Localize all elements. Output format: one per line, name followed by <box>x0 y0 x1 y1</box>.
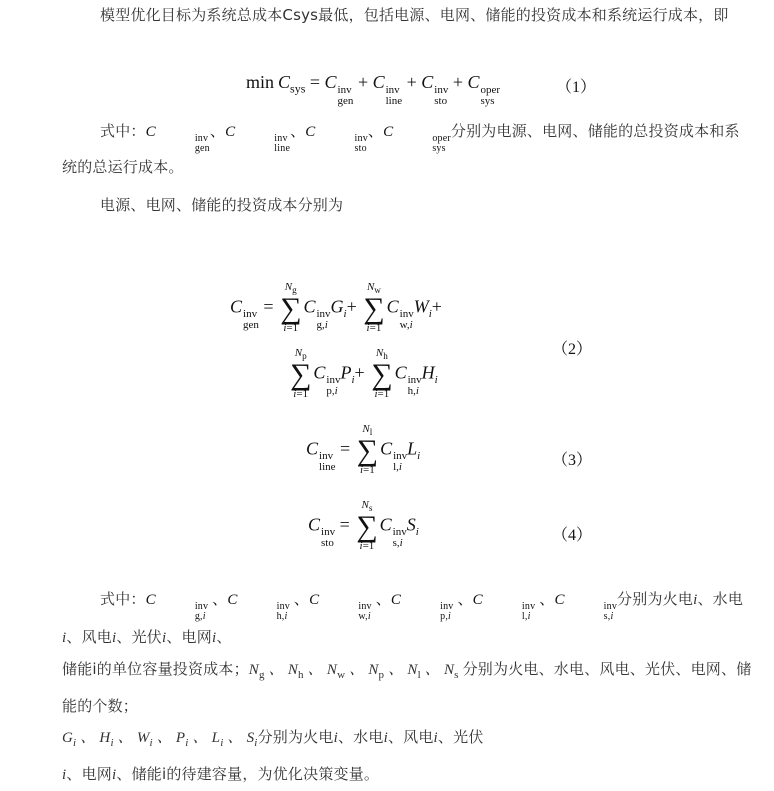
p2-symbols: C inv gen 、C inv line 、C inv sto 、C oper sys <box>145 124 451 154</box>
equation-2-line-2: $N_p$ ∑ i=1 C inv p,i $P_i+$ $N_h$ ∑ i=1 C inv h,i $H_i$ <box>290 347 438 401</box>
p4-cost-symbols: C inv g,i 、C inv h,i 、C inv w,i 、C inv p,i 、C inv l,i 、C inv s,i <box>145 592 618 622</box>
p4-wind-2: 风电 <box>403 728 434 746</box>
p4-sep-3: 、 <box>116 628 132 646</box>
equation-1: $\min C_{sys} = C$ inv gen + C inv line + C inv sto + C oper sys <box>246 72 501 107</box>
equation-3: C inv line = $N_l$ ∑ i=1 C inv l,i $L_i$ <box>306 423 421 477</box>
p2-prefix: 式中： <box>100 122 146 140</box>
p2-suffix: 分别为电源、电网、储能的总投资成本和系统的总运行成本。 <box>62 122 740 176</box>
p4-sep-9: 、 <box>66 765 82 783</box>
p4-sep-2: 、 <box>66 628 82 646</box>
equation-2-number: （2） <box>552 341 593 358</box>
paragraph-definitions-2: 式中：C inv g,i 、C inv h,i 、C inv w,i 、C inv p,i 、C inv l,i 、C inv s,i 分别为火电i、水电i、风电i、光伏i、电网i、 储能i的单位容量投资成本；$N_g$ 、 $N_h$ 、 $N_w$ 、 $N_p$ 、 $N_l$ 、 $N_s$ 分别为火电、水电、风电、光伏、电网、储能的个数； $G_i$ 、 $H_i$ 、 $W_i$ 、 $P_i$ 、 $L_i$ 、 $S_i$分别为火电i、水电i、风电i、光伏 i、电网i、储能i的待建容量，为优化决策变量。 <box>62 590 752 783</box>
p4-water: 水电 <box>712 590 744 608</box>
p4-water-2: 水电 <box>353 728 384 746</box>
p4-mid1: 分别为火电 <box>617 590 694 608</box>
p4-sep-1: 、 <box>697 590 713 608</box>
equation-4: C inv sto = $N_s$ ∑ i=1 C inv s,i $S_i$ <box>308 499 419 553</box>
p4-mid2: 分别为火电、水电、风电、光伏、电网、储能的个数； <box>62 660 752 715</box>
p4-grid: 电网 <box>181 628 212 646</box>
equation-1-number: （1） <box>556 79 597 96</box>
equation-4-number: （4） <box>552 527 593 544</box>
p4-pv: 光伏 <box>131 628 162 646</box>
p4-sep-8: 、 <box>437 728 454 746</box>
p4-sep-10: 、 <box>116 765 132 783</box>
p4-sep-4: 、 <box>166 628 182 646</box>
p4-end: 储能i的待建容量，为优化决策变量。 <box>131 765 380 783</box>
p4-capacity-symbols: $G_i$ 、 $H_i$ 、 $W_i$ 、 $P_i$ 、 $L_i$ 、 $S_i$ <box>62 730 258 749</box>
p4-pv-2: 光伏 <box>453 728 484 746</box>
p4-mid3: 分别为火电 <box>257 728 334 746</box>
paragraph-investment-intro: 电源、电网、储能的投资成本分别为 <box>100 196 344 214</box>
p4-wind: 风电 <box>81 628 112 646</box>
p4-prefix: 式中： <box>100 590 146 608</box>
p4-sep-6: 、 <box>337 728 354 746</box>
p4-line2a: 储能i的单位容量投资成本； <box>62 660 249 678</box>
paragraph-objective: 模型优化目标为系统总成本Csys最低，包括电源、电网、储能的投资成本和系统运行成本，即 <box>100 6 729 24</box>
p4-sep-7: 、 <box>387 728 404 746</box>
equation-2-line-1: C inv gen = $N_g$ ∑ i=1 C inv g,i $G_i+$ $N_w$ ∑ i=1 C inv w,i $W_i+$ <box>230 281 442 335</box>
paragraph-definitions-1 <box>62 118 752 181</box>
p4-sep-5: 、 <box>216 628 232 646</box>
p4-count-symbols: $N_g$ 、 $N_h$ 、 $N_w$ 、 $N_p$ 、 $N_l$ 、 $N_s$ <box>248 662 459 681</box>
p4-line4: 电网 <box>81 765 112 783</box>
equation-3-number: （3） <box>552 452 593 469</box>
